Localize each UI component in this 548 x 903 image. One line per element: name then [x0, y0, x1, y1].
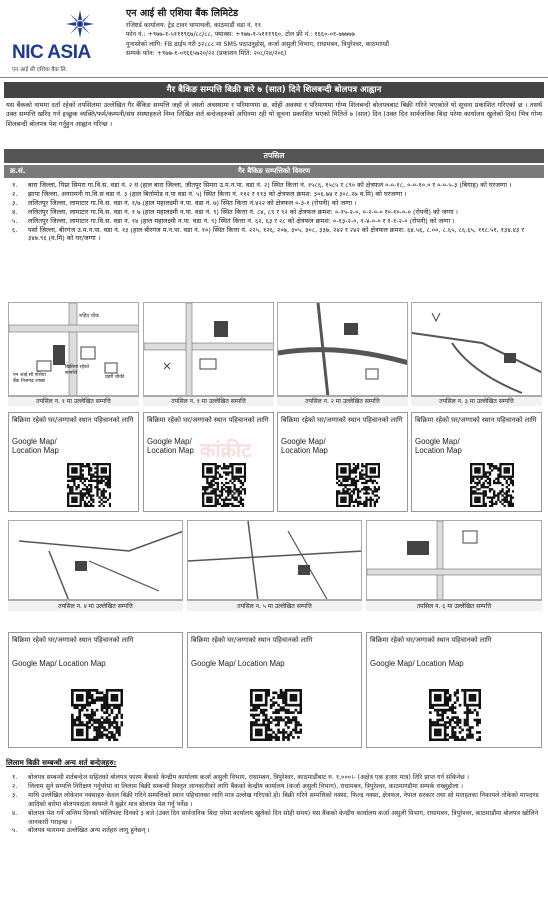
map-caption: तपसिल न. १ मा उल्लेखित सम्पत्ति [8, 396, 139, 406]
qr-code-icon [67, 463, 111, 507]
location-map-7 [366, 520, 542, 600]
item-text: ललितपुर जिल्ला, लामाटार गा.वि.स. वडा नं. १ ७ (हाल महालक्ष्मी न.पा. वडा नं. ९) स्थित कित्ता नं. ८४, ८९ र ९२ को क्षेत्रफल क्रमश: ०-१५-२-०, ०-२-०-० र०-१०-०-० (रोपनी) को जग्गा । [28, 207, 458, 216]
qr-code-icon [250, 689, 302, 741]
item-number: ५. [12, 216, 18, 225]
location-map-4 [411, 302, 542, 396]
bank-name: एन आई सी एशिया बैंक लिमिटेड [126, 8, 239, 19]
list-item [4, 783, 544, 792]
term-number: १. [12, 774, 18, 781]
term-text: बोलपत्र सम्बन्धी शर्तबन्देज सहितको बोलपत्र फारम बैंकको केन्द्रीय कार्यालय कर्जा असुली विभाग, राधामबन, त्रिपुरेश्वर, काठमाडौंबाट रु. १,०००।- (अक्षेत्र एक हजार मात्र) तिरि प्राप्त गर्न सकिनेछ । [28, 774, 470, 781]
tapsil-heading: तपसिल [4, 149, 544, 163]
qr-caption-en: Google Map/ Location Map [370, 659, 464, 668]
qr-caption: बिक्रिमा रहेको घर/जग्गाको स्थान पहिचानको लागि [370, 636, 492, 644]
qr-box-7 [366, 632, 542, 748]
item-text: पर्सा जिल्ला, बीरगंज उ.म.न.पा. वडा नं. १३ (हाल बीरगंज म.न.पा. वडा नं. १०) स्थित कित्ता नं. २२५, १२६, २०७, ३०५, ३०८, ३३७, २४२ र २४२ को क्षेत्रफल क्रमश: ६४.५६, ८.००, ८.६५, ८६.६५, ११८.५१, १३४.४३ र ३४७.९६ (व.मि) को घर/जग्गा । [28, 225, 524, 243]
qr-caption: बिक्रिमा रहेको घर/जग्गाको स्थान पहिचानको लागि [12, 636, 134, 644]
map-caption: तपसिल न. ५ मा उल्लेखित सम्पत्ति [187, 600, 362, 611]
qr-caption: बिक्रिमा रहेको घर/जग्गाको स्थान पहिचानको लागि [415, 416, 537, 424]
bank-contact-block [126, 6, 536, 59]
table-header [4, 165, 544, 178]
notice-title: गैर बैकिङ सम्पत्ति बिक्री बारे ७ (सात) दिने शिलबन्दी बोलपत्र आह्वान [4, 82, 544, 98]
watermark: कांक्रीट [200, 438, 252, 462]
qr-caption: बिक्रिमा रहेको घर/जग्गाको स्थान पहिचानको लागि [12, 416, 134, 424]
qr-code-icon [71, 689, 123, 741]
item-text: ललितपुर जिल्ला, लामाटार गा.वि.स. वडा नं. १४ (हाल महालक्ष्मी न.पा. वडा नं. ९) स्थित कित्ता नं. ६२, ६३ र २८ को क्षेत्रफल क्रमश: ०-१३-२-०, १-४-०-० र १-१-२-० (रोपनी) को जग्गा । [28, 216, 455, 225]
header-contact: सम्पर्क फोन: +९७७-१-०९६६५७२०/२२ (प्रकाशन मिति: २०८/२४/२०६) [126, 50, 287, 58]
map-label: एन आई सी एशिया बैंक निजगढ शाखा [13, 373, 46, 384]
term-number: ५. [12, 827, 18, 835]
qr-caption-en: Google Map/ Location Map [281, 437, 328, 456]
location-map-2 [143, 302, 274, 396]
term-number: ३. [12, 791, 18, 799]
notice-intro: यस बैंकको नाममा दर्ता रहेको तपसिलमा उल्लेखित गैर बैंकिङ सम्पत्ति जहाँ जे जस्तो अवस्थामा र परिमाणमा छ, सोही अवस्था र परिमाणमा गोप्य शिलबन्दी बोलपत्रबाट बिक्री गरिने भएकोले यो सूचना प्रकाशित गरिएको छ । तसर्थ उक्त सम्पत्ति खरिद गर्न इच्छुक व्यक्ति/फर्म/कम्पनी/संघ संस्थाहरुले निम्न लिखित शर्त बन्देजहरुको अधिनमा रही यो सूचना प्रकाशित भएको मितिले ७ (सात) दिन (उक्त दिन सार्वजनिक बिदा परेमा कार्यालय खुलेको दिन) भित्र गोप्य शिलबन्दी बोलपत्र पेश गर्नुहुन आह्वान गरिन्छ । [6, 101, 542, 128]
item-number: २. [12, 189, 18, 198]
qr-box-4 [411, 412, 542, 512]
location-map-3 [277, 302, 408, 396]
term-number: २. [12, 782, 18, 790]
qr-box-6 [187, 632, 362, 748]
list-item [4, 827, 544, 836]
list-item [4, 810, 544, 828]
qr-caption-en: Google Map/ Location Map [12, 659, 106, 668]
map-label: प्रहरी चौकी [105, 375, 125, 380]
table-header-description: गैर बैकिङ सम्पत्तिको विवरण [237, 167, 311, 175]
term-text: बोलपत्र पेश गर्ने अन्तिम दिनको भोलिपल्ट दिनको ३ बजे (उक्त दिन सार्वजनिक बिदा परेमा कार्यालय खुलेको दिन सोही समय) यस बैंकको केन्द्रीय कार्यालय कर्जा असुली विभाग, राधामबन, त्रिपुरेश्वर, काठमाडौंमा बोलपत्र खोलिने जानकारी गराइन्छ । [28, 809, 539, 826]
list-item [4, 190, 544, 199]
qr-caption-en: Google Map/ Location Map [415, 437, 462, 456]
qr-caption: बिक्रिमा रहेको घर/जग्गाको स्थान पहिचानको लागि [281, 416, 403, 424]
list-item [4, 208, 544, 217]
item-text: ललितपुर जिल्ला, लामाटार गा.वि.स. वडा नं. १/७ (हाल महालक्ष्मी न.पा. वडा नं. ७) स्थित कित्ता नं.४२२ को क्षेत्रफल ०-३-१ (रोपनी) को जग्गा । [28, 198, 357, 207]
qr-caption: बिक्रिमा रहेको घर/जग्गाको स्थान पहिचानको लागि [191, 636, 313, 644]
map-caption: तपसिल न. ३ मा उल्लेखित सम्पत्ति [411, 396, 542, 406]
table-header-sn: क्र.सं. [10, 167, 26, 175]
map-caption: तपसिल न. ६ मा उल्लेखित सम्पत्ति [366, 600, 542, 611]
qr-code-icon [429, 689, 481, 741]
header-address: रजिष्टर्ड कार्यालय: ट्रेड टावर थापाथली, काठमाडौं वडा नं. ११ [126, 22, 262, 29]
qr-code-icon [470, 463, 514, 507]
terms-list [4, 774, 544, 836]
list-item [4, 774, 544, 783]
qr-box-1 [8, 412, 139, 512]
map-label: शहिद चोक [79, 313, 99, 319]
letterhead [0, 0, 548, 78]
map-caption: तपसिल न. १ मा उल्लेखित सम्पत्ति [143, 396, 274, 406]
term-number: ४. [12, 809, 18, 817]
header-phone: फोन नं.: +९७७-१-५१११९६७/८८/८८, फ्याक्स: +९७७-१-५१११९६०, टोल फ्री नं.: १६६०-०१-७७७७७ [126, 31, 355, 39]
list-item [4, 226, 544, 244]
bank-logo [12, 10, 122, 72]
nic-asia-logo-icon [66, 10, 94, 38]
item-text: झापा जिल्ला, अनारमनी गा.वि.स वडा नं. ३ (हाल बिर्तामोड न.पा वडा नं. ५) स्थित कित्ता नं. ११२ र ११३ को क्षेत्रफल क्रमश: ३०६.७४ र ३०८.२७ व.मि) को घरजग्गा । [28, 189, 407, 198]
item-number: ४. [12, 207, 18, 216]
location-map-5 [8, 520, 183, 600]
qr-code-icon [336, 463, 380, 507]
header-grievance: गुनासोको लागि: FB ढाईप गरी ३२८८८ मा SMS पठाउनुहोस्, कर्जा असुली विभाग, राधामबन, त्रिपुरेश्वर, काठमाण्डौं [126, 40, 389, 48]
logo-text: NIC ASIA [12, 42, 91, 63]
qr-caption: बिक्रिमा रहेको घर/जग्गाको स्थान पहिचानको लागि [147, 416, 269, 424]
list-item [4, 792, 544, 810]
logo-subtext: एन आई सी एशिया बैंक लि. [12, 67, 68, 73]
item-number: १. [12, 181, 18, 189]
qr-caption-en: Google Map/ Location Map [147, 437, 194, 456]
location-map-1 [8, 302, 139, 396]
list-item [4, 199, 544, 208]
item-number: ६. [12, 225, 18, 234]
property-list [4, 181, 544, 243]
item-number: ३. [12, 198, 18, 207]
term-text: माथि उल्लेखित लोकेशन नक्साहरु केवल बिक्री गरिने सम्पत्तिको स्थान पहिचानका लागि मात्र उल्लेख गरिएको हो। बिक्री गरिने सम्पत्तिको नक्सा, फिल्ड नक्सा, क्षेत्रफल, नेपाल सरकार तथा सो मातहतका निकायले तोकेको मापदण्ड आदिको बारेमा बोलपत्रदाता स्वयम्ले नै बुझेर मात्र बोलपत्र पेश गर्नु पर्नेछ । [28, 791, 539, 808]
qr-code-icon [202, 463, 246, 507]
map-caption: तपसिल न. ४ मा उल्लेखित सम्पत्ति [8, 600, 183, 611]
qr-box-5 [8, 632, 183, 748]
map-caption: तपसिल न. २ मा उल्लेखित सम्पत्ति [277, 396, 408, 406]
map-label: बिक्रीमा रहेको सम्पत्ति [65, 365, 89, 376]
item-text: बारा जिल्ला, पिप्रा सिमरा गा.वि.स. वडा नं. २ ध (हाल बारा जिल्ला, जीतपुर सिमरा उ.म.न.पा. वडा नं. २) स्थित कित्ता नं. १५८६, १५८५ र ८९० को क्षेत्रफल ०-०-१८, ०-०-१०.० र ०-०-५-३ (बिगाह) को घरजग्गा । [28, 181, 512, 189]
term-text: लिलाम सुने सम्पत्ति निरीक्षण गर्नुपरेमा वा लिलाम बिक्री सम्बन्धी विस्तृत जानकारीको लागि बैंकको केन्द्रीय कार्यालय (कर्जा असुली विभाग), राधामबन, त्रिपुरेश्वर, काठमाण्डौमा सम्पर्क राख्नुहोला । [28, 782, 464, 790]
terms-title: लिलाम बिक्री सम्बन्धी अन्य शर्त बन्देजहरु: [6, 758, 117, 767]
qr-box-3 [277, 412, 408, 512]
list-item [4, 181, 544, 190]
qr-caption-en: Google Map/ Location Map [191, 659, 285, 668]
qr-caption-en: Google Map/ Location Map [12, 437, 59, 456]
location-map-6 [187, 520, 362, 600]
list-item [4, 217, 544, 226]
term-text: बोलपत्र फारममा उल्लेखित अन्य शर्तहरु लागु हुनेछन् । [28, 827, 150, 835]
